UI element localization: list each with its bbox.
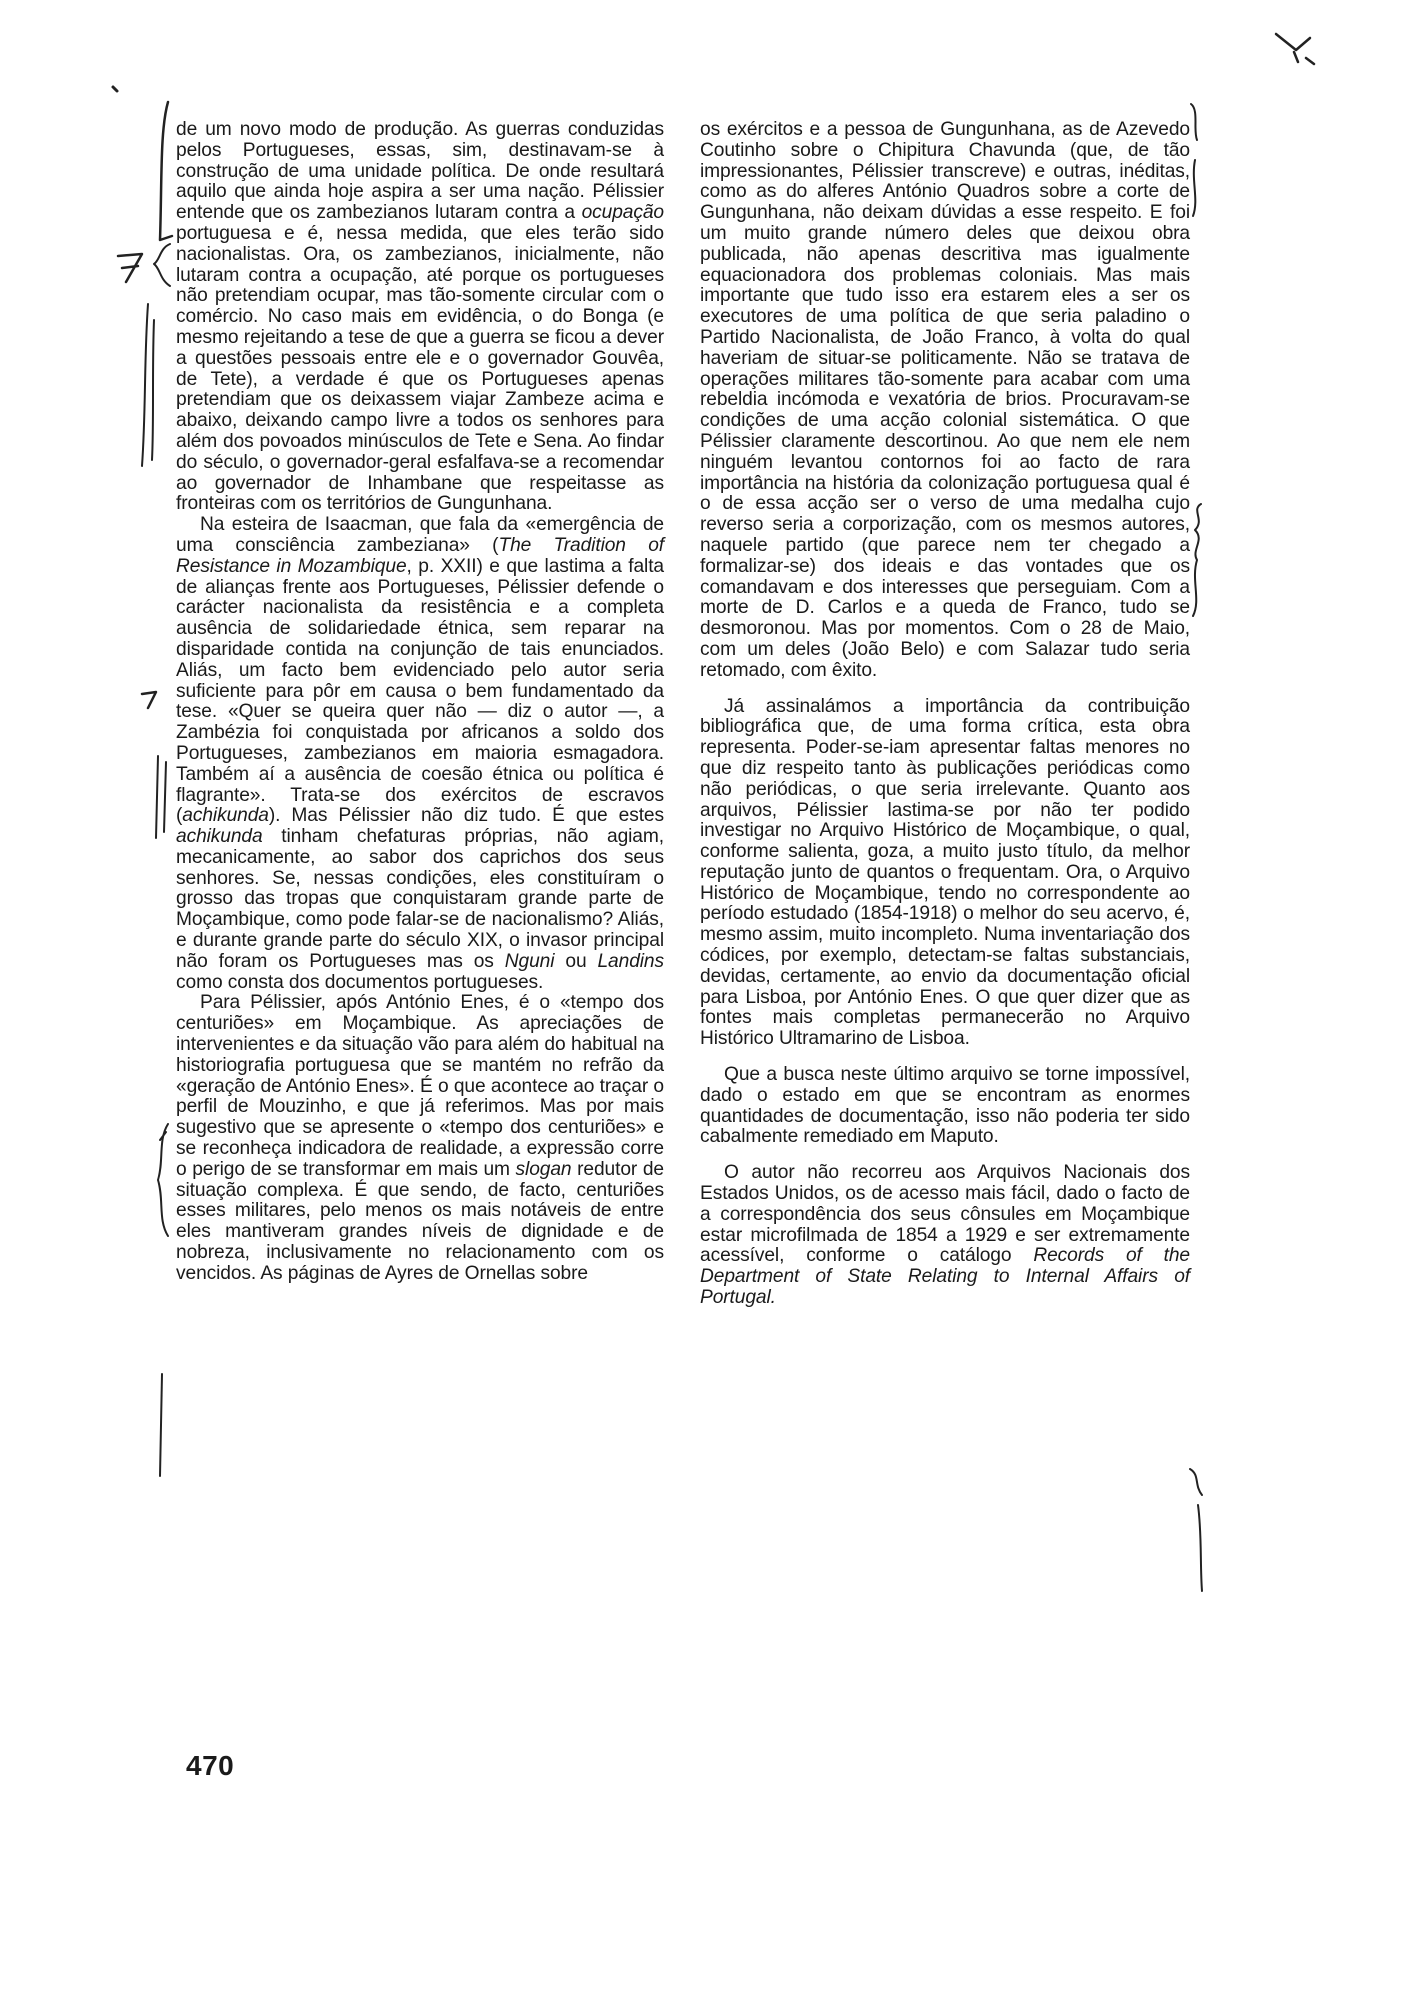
paragraph <box>700 1163 1190 1309</box>
margin-vertical-line-mark <box>134 300 164 470</box>
margin-bracket-mark <box>150 100 180 250</box>
text-run: de um novo modo de produção. As guerras conduzidas pelos Portugueses, essas, sim, destinavam-se à construção de uma unidade política. De onde resultará aquilo que ainda hoje aspira a ser uma nação. Pélissier entende que os zambezianos lutaram contra a <box>176 119 664 224</box>
text-run: Que a busca neste último arquivo se torne impossível, dado o estado em que se encontram as enormes quantidades de documentação, isso não poderia ter sido cabalmente remediado em Maputo. <box>700 1064 1190 1148</box>
italic-text-run: Nguni <box>504 950 555 972</box>
text-run: , p. XXII) e que lastima a falta de alianças frente aos Portugueses, Pélissier defende o carácter nacionalista da resistência e a completa ausência de solidariedade étnica, sem reparar na disparidade contida na conjunção de tais enunciados. Aliás, um facto bem evidenciado pelo autor seria suficiente para pôr em causa o bem fundamentado da tese. «Quer se queira quer não — diz o autor —, a Zambézia foi conquistada por africanos a soldo dos Portugueses, zambezianos em maioria esmagadora. Também aí a ausência de coesão étnica ou política é flagrante». Trata-se dos exércitos de escravos ( <box>176 555 664 827</box>
text-run: portuguesa e é, nessa medida, que eles terão sido nacionalistas. Ora, os zambezianos, inicialmente, não lutaram contra a ocupação, até porque os portugueses não pretendiam ocupar, mas tão-somente circular com o comércio. No caso mais em evidência, o do Bonga (e mesmo rejeitando a tese de que a guerra se ficou a dever a questões pessoais entre ele e o governador Gouvêa, de Tete), a verdade é que os Portugueses apenas pretendiam que os deixassem viajar Zambeze acima e abaixo, deixando campo livre a todos os senhores para além dos povoados minúsculos de Tete e Sena. Ao findar do século, o governador-geral esfalfava-se a recomendar ao governador de Inhambane que respeitasse as fronteiras com os territórios de Gungunhana. <box>176 222 664 515</box>
left-column <box>176 120 664 1285</box>
italic-text-run: slogan <box>515 1158 572 1180</box>
italic-text-run: achikunda <box>176 826 263 848</box>
margin-brace-mark <box>1185 100 1205 220</box>
text-run: tinham chefaturas próprias, não agiam, mecanicamente, ao sabor dos caprichos dos seus senhores. Se, nessas condições, eles constituíram o grosso das tropas que conquistaram grande parte de Moçambique, como pode falar-se de nacionalismo? Aliás, e durante grande parte do século XIX, o invasor principal não foram os Portugueses mas os <box>176 826 664 972</box>
margin-handwritten-seven <box>112 248 152 288</box>
text-run: ). Mas Pélissier não diz tudo. É que estes <box>268 805 664 827</box>
paragraph <box>700 697 1190 1051</box>
paragraph <box>176 515 664 993</box>
italic-text-run: ocupação <box>581 202 664 224</box>
text-run: Já assinalámos a importância da contribuição bibliográfica que, de uma forma crítica, esta obra representa. Poder-se-iam apresentar faltas menores no que diz respeito tanto às publicações periódicas como não periódicas, o que seria irrelevante. Quanto aos arquivos, Pélissier lastima-se por não ter podido investigar no Arquivo Histórico de Moçambique, o qual, conforme salienta, goza, a muito justo título, da melhor reputação junto de quantos o frequentam. Ora, o Arquivo Histórico de Moçambique, tendo no correspondente ao período estudado (1854-1918) o melhor do seu acervo, é, mesmo assim, muito incompleto. Numa inventariação dos códices, por exemplo, detectam-se faltas substanciais, devidas, certamente, ao envio da documentação oficial para Lisboa, por António Enes. O que quer dizer que as fontes mais completas permanecerão no Arquivo Histórico Ultramarino de Lisboa. <box>700 695 1190 1050</box>
paragraph <box>176 120 664 515</box>
margin-brace-mark <box>148 240 178 290</box>
italic-text-run: The Tradition of Resistance in Mozambique <box>176 534 664 577</box>
margin-bracket-mark <box>1186 1465 1216 1595</box>
paragraph <box>700 120 1190 682</box>
margin-double-line-mark <box>150 752 174 842</box>
text-run: os exércitos e a pessoa de Gungunhana, as de Azevedo Coutinho sobre o Chipitura Chavunda (que, de tão impressionantes, Pélissier transcreve) e outras, inéditas, como as do alferes António Quadros sobre a corte de Gungunhana, não deixam dúvidas a esse respeito. E foi um muito grande número deles que deixou obra publicada, não apenas descritiva mas igualmente equacionadora dos problemas coloniais. Mas mais importante que tudo isso era estarem eles a ser os executores de uma política de que seria paladino o Partido Nacionalista, de João Franco, à volta do qual haveriam de situar-se politicamente. Não se tratava de operações militares tão-somente para acabar com uma rebeldia incómoda e vexatória de brios. Procuravam-se condições de uma acção colonial sistemática. O que Pélissier claramente descortinou. Ao que nem ele nem ninguém levantou contornos foi ao facto de rara importância na história da colonização portuguesa qual é o de essa acção ser o verso de uma medalha cujo reverso seria a corporização, com os mesmos autores, naquele partido (que parece nem ter chegado a formalizar-se) dos ideais e das vontades que os comandavam e dos interesses que perseguiam. Com a morte de D. Carlos e a queda de Franco, tudo se desmoronou. Mas por momentos. Com o 28 de Maio, com um deles (João Belo) e com Salazar tudo seria retomado, com êxito. <box>700 119 1190 681</box>
italic-text-run: Landins <box>597 950 664 972</box>
margin-line-mark <box>152 1370 172 1480</box>
corner-scribble-mark <box>1270 28 1320 68</box>
text-run: ou <box>554 950 598 972</box>
text-run: redutor de situação complexa. É que sendo, de facto, centuriões esses militares, pelo menos os mais notáveis de entre eles mantiveram grandes níveis de dignidade e de nobreza, inclusivamente no relacionamento com os vencidos. As páginas de Ayres de Ornellas sobre <box>176 1158 664 1284</box>
paragraph <box>176 993 664 1284</box>
italic-text-run: achikunda <box>182 805 269 827</box>
margin-brace-mark <box>1185 500 1211 620</box>
page-number: 470 <box>186 1750 235 1781</box>
margin-bracket-mark <box>150 1120 176 1240</box>
text-run: como consta dos documentos portugueses. <box>176 971 544 993</box>
margin-check-mark <box>138 688 162 712</box>
text-run: O autor não recorreu aos Arquivos Nacionais dos Estados Unidos, os de acesso mais fácil, dado o facto de a correspondência dos seus cônsules em Moçambique estar microfilmada de 1854 a 1929 e ser extremamente acessível, conforme o catálogo <box>700 1162 1190 1267</box>
paragraph <box>700 1065 1190 1148</box>
italic-text-run: Records of the Department of State Relating to Internal Affairs of Portugal. <box>700 1245 1191 1309</box>
right-column <box>700 120 1190 1309</box>
text-run: Na esteira de Isaacman, que fala da «emergência de uma consciência zambeziana» ( <box>176 514 664 556</box>
margin-dot-mark <box>110 84 120 94</box>
text-run: Para Pélissier, após António Enes, é o «tempo dos centuriões» em Moçambique. As apreciações de intervenientes e da situação vão para além do habitual na historiografia portuguesa que se mantém no refrão da «geração de António Enes». É o que acontece ao traçar o perfil de Mouzinho, e que já referimos. Mas por mais sugestivo que se apresente o «tempo dos centuriões» e se reconheça indicadora de realidade, a expressão corre o perigo de se transformar em mais um <box>176 992 664 1180</box>
